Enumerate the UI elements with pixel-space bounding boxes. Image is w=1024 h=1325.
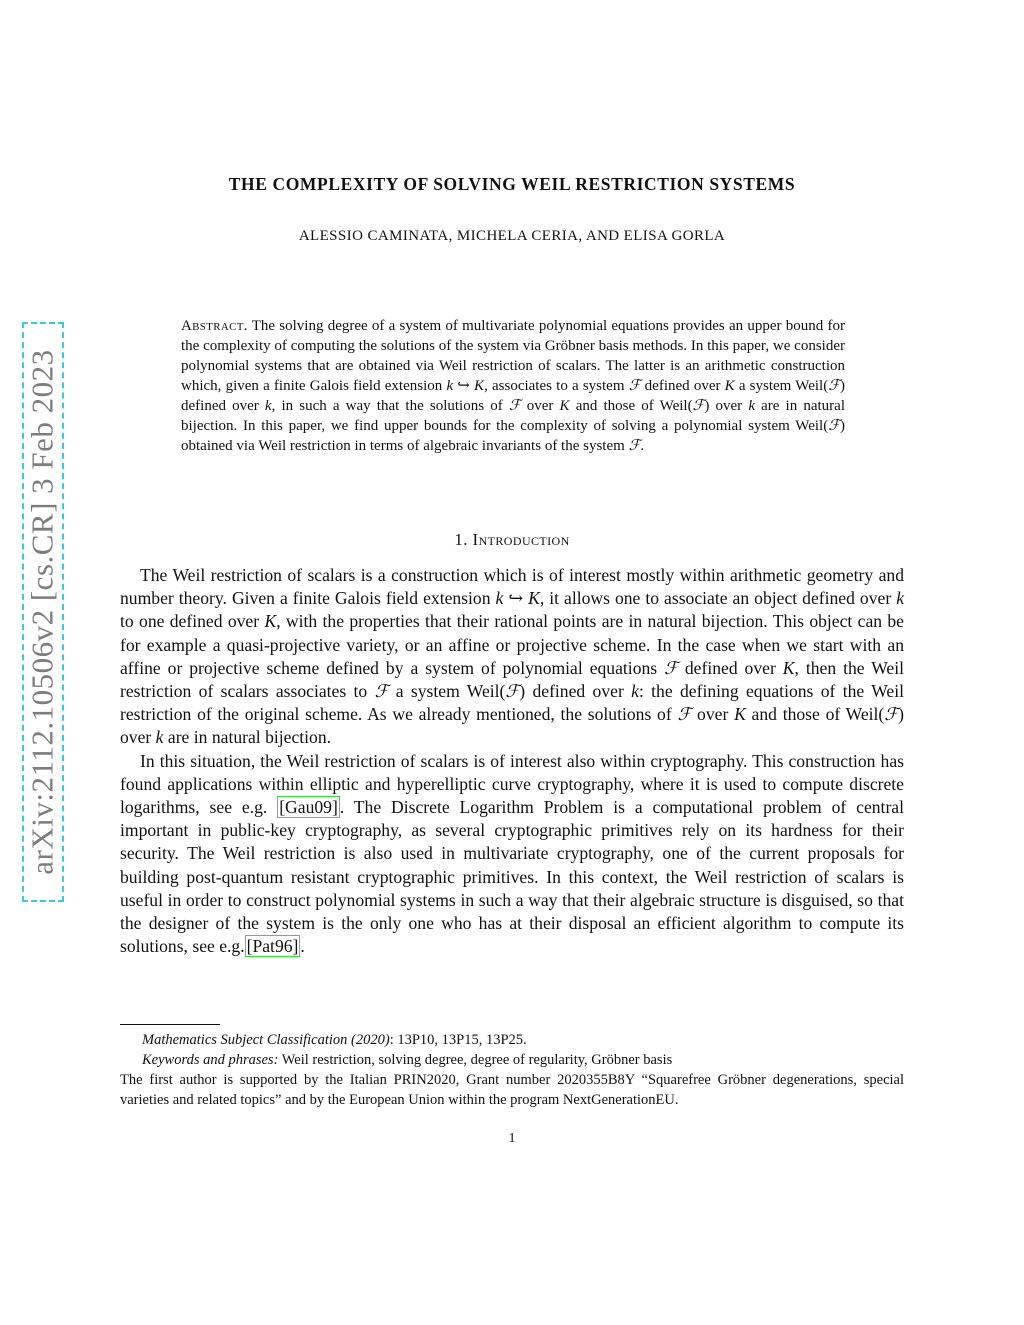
arxiv-identifier: arXiv:2112.10506v2 [cs.CR] 3 Feb 2023: [25, 349, 60, 875]
funding-footnote: The first author is supported by the Italian PRIN2020, Grant number 2020355B8Y “Squarefree Gröbner degenerations, special varieties and related topics” and by the European Union within the program NextGenerationEU.: [120, 1072, 904, 1108]
paragraph: The Weil restriction of scalars is a construction which is of interest mostly within arithmetic geometry and number theory. Given a finite Galois field extension k ↪ K, it allows one to associate an object defined over k to one defined over K, with the properties that their rational points are in natural bijection. This object can be for example a quasi-projective variety, or an affine or projective scheme. In the case when we start with an affine or projective scheme defined by a system of polynomial equations ℱ defined over K, then the Weil restriction of scalars associates to ℱ a system Weil(ℱ) defined over k: the defining equations of the Weil restriction of the original scheme. As we already mentioned, the solutions of ℱ over K and those of Weil(ℱ) over k are in natural bijection.: [120, 565, 905, 748]
paragraph: In this situation, the Weil restriction of scalars is of interest also within cryptography. This construction has found applications within elliptic and hyperelliptic curve cryptography, where it is used to compute discrete logarithms, see e.g. [Gau09] . The Discrete Logarithm Problem is a computational problem of central important in public-key cryptography, as several cryptographic primitives rely on its hardness for their security. The Weil restriction is also used in multivariate cryptography, one of the current proposals for building post-quantum resistant cryptographic primitives. In this context, the Weil restriction of scalars is useful in order to construct polynomial systems in such a way that their algebraic structure is disguised, so that the designer of the system is the only one who has at their disposal an efficient algorithm to compute its solutions, see e.g. [Pat96] .: [120, 750, 905, 957]
keywords-footnote: Keywords and phrases: Weil restriction, solving degree, degree of regularity, Gröbner basis: [142, 1052, 673, 1068]
abstract-label: Abstract.: [181, 318, 248, 334]
section-heading-introduction: [120, 530, 904, 550]
section-number: 1.: [454, 530, 468, 549]
author-list: ALESSIO CAMINATA, MICHELA CERIA, AND ELISA GORLA: [298, 228, 726, 244]
citation-link-gau09[interactable]: [Gau09]: [279, 797, 338, 818]
footnotes: [120, 1030, 904, 1110]
paper-title: THE COMPLEXITY OF SOLVING WEIL RESTRICTION SYSTEMS: [228, 174, 796, 194]
section-title: Introduction: [472, 530, 570, 549]
citation-link-pat96[interactable]: [Pat96]: [246, 936, 299, 957]
msc-footnote: Mathematics Subject Classification (2020): 13P10, 13P15, 13P25.: [142, 1032, 527, 1048]
abstract: Abstract. The solving degree of a system of multivariate polynomial equations provides an upper bound for the complexity of computing the solutions of the system via Gröbner basis methods. In this paper, we consider polynomial systems that are obtained via Weil restriction of scalars. The latter is an arithmetic construction which, given a finite Galois field extension k ↪ K, associates to a system ℱ defined over K a system Weil(ℱ) defined over k, in such a way that the solutions of ℱ over K and those of Weil(ℱ) over k are in natural bijection. In this paper, we find upper bounds for the complexity of solving a polynomial system Weil(ℱ) obtained via Weil restriction in terms of algebraic invariants of the system ℱ.: [181, 318, 846, 454]
arxiv-stamp: [22, 322, 64, 902]
footnote-divider: [120, 1024, 220, 1025]
introduction-body: [120, 564, 904, 958]
page-number: 1: [508, 1131, 516, 1146]
